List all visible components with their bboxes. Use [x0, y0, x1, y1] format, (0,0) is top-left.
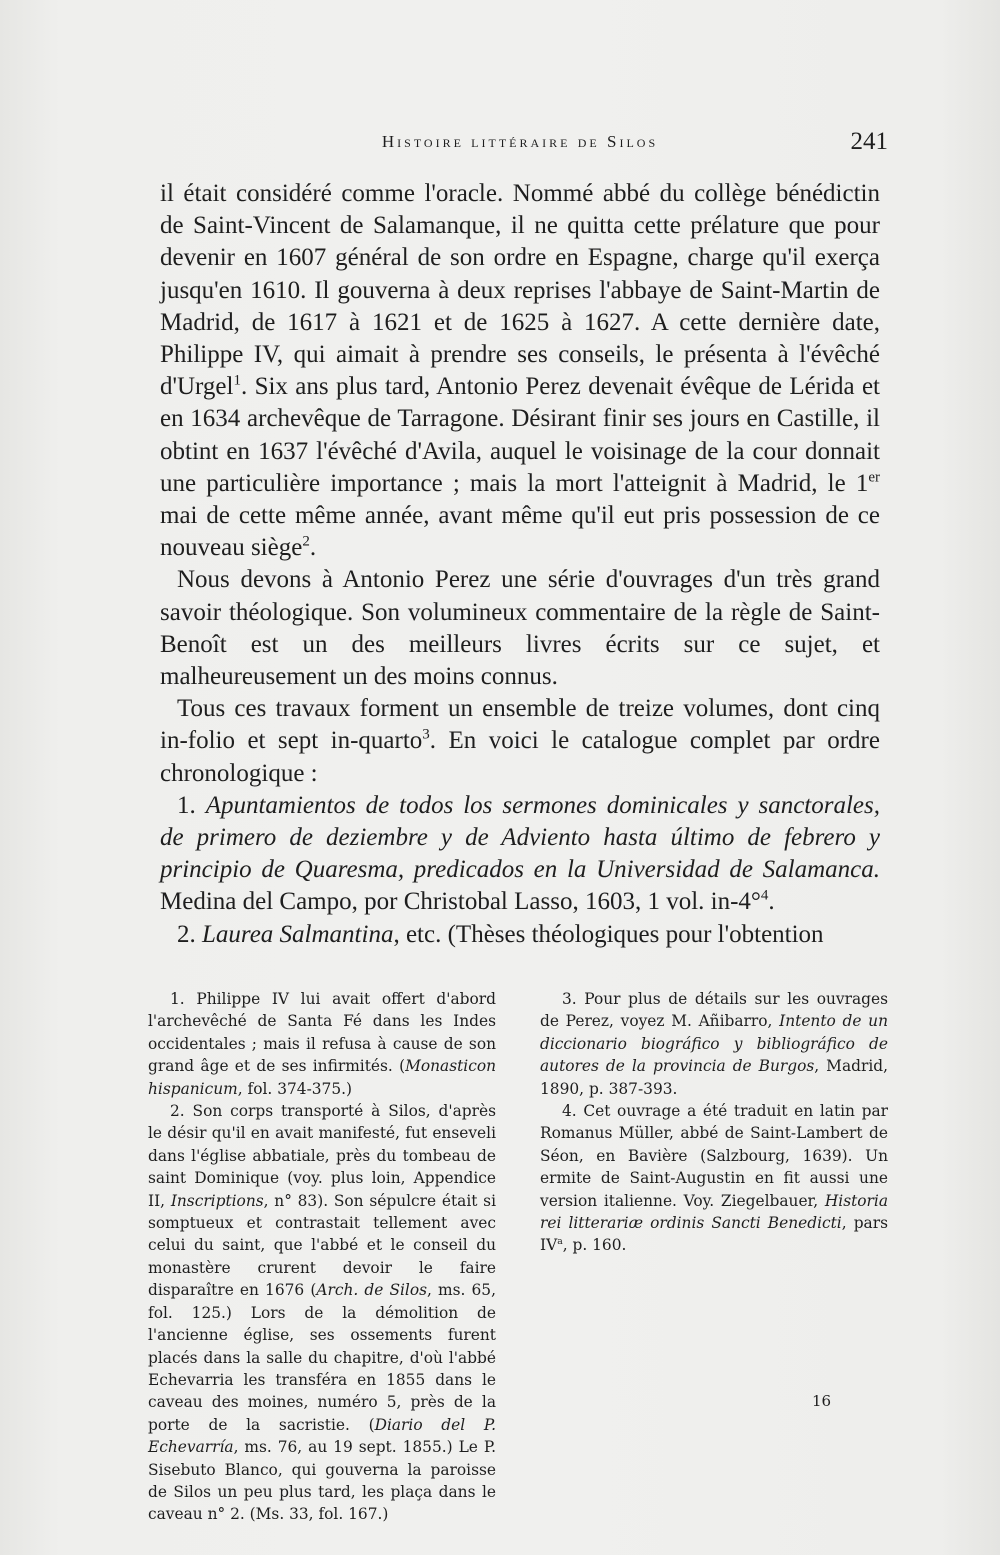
footnote-1-part-a: 1. Philippe IV lui avait offert d'abord l'archevêché de Santa Fé dans les Indes occidentales ; mais il refusa à cause de son grand âge et de ses infirmités. ( [148, 990, 496, 1076]
signature-mark: 16 [812, 1392, 832, 1410]
footnote-4-superscript: a [557, 1236, 563, 1248]
footnote-3-part-a: 3. Pour plus de détails sur les ouvrages de Perez, voyez M. Añibarro, [540, 990, 888, 1031]
paragraph-3-part-a: Tous ces travaux forment un ensemble de treize volumes, dont cinq in-folio et sept in-quarto [160, 695, 880, 755]
footnote-2-italic-3: Diario del P. Echevarría [148, 1415, 496, 1457]
item-1-publication: Medina del Campo, por Christobal Lasso, 1603, 1 vol. in-4° [160, 888, 761, 916]
footnote-2-part-b: , n° 83). Son sépulcre était si somptueux et contrastait tellement avec celui du saint, que l'abbé et le conseil du monastère crurent devoir le faire disparaître en 1676 ( [148, 1191, 496, 1300]
footnote-1-part-b: , fol. 374-375.) [237, 1079, 353, 1098]
footnote-ref-2: 2 [302, 533, 310, 550]
paragraph-2: Nous devons à Antonio Perez une série d'ouvrages d'un très grand savoir théologique. Son volumineux commentaire de la règle de Saint-Benoît est un des meilleurs livres écrits sur ce sujet, et malheureusement un des moins connus. [160, 566, 880, 691]
paragraph-3 [160, 693, 880, 790]
footnote-4-part-c: , p. 160. [562, 1236, 627, 1255]
running-title: Histoire littéraire de Silos [381, 132, 659, 151]
page-number: 241 [850, 128, 888, 155]
footnote-ref-3: 3 [422, 727, 430, 744]
item-1-end: . [768, 888, 775, 916]
item-2-rest: , etc. (Thèses théologiques pour l'obtention [393, 920, 824, 948]
item-2-title: Laurea Salmantina [202, 920, 394, 948]
footnote-2-italic-1: Inscriptions [170, 1191, 264, 1210]
paragraph-1-part-a: il était considéré comme l'oracle. Nommé abbé du collège bénédictin de Saint-Vincent de Salamanque, il ne quitta cette prélature que pour devenir en 1607 général de son ordre en Espagne, charge qu'il exerça jusqu'en 1610. Il gouverna à deux reprises l'abbaye de Saint-Martin de Madrid, de 1617 à 1621 et de 1625 à 1627. A cette dernière date, Philippe IV, qui aimait à prendre ses conseils, le présenta à l'évêché d'Urgel [160, 180, 880, 401]
paragraph-1-part-c: mai de cette même année, avant même qu'il eut pris possession de ce nouveau siège [160, 502, 880, 562]
footnote-ref-4: 4 [760, 888, 769, 905]
footnote-4-italic: Historia rei litterariæ ordinis Sancti Benedicti [540, 1191, 888, 1233]
item-1-number: 1. [177, 791, 196, 819]
footnote-1-italic: Monasticon hispanicum [148, 1057, 496, 1098]
footnote-2 [148, 1100, 496, 1526]
footnote-3-italic: Intento de un diccionario biográfico y bibliográfico de autores de la provincia de Burgos [540, 1012, 888, 1076]
ordinal-superscript: er [868, 469, 880, 486]
catalogue-item-2 [160, 919, 880, 951]
footnote-3 [540, 988, 888, 1100]
footnote-2-part-a: 2. Son corps transporté à Silos, d'après le désir qu'il en avait manifesté, fut enseveli dans l'église abbatiale, près du tombeau de saint Dominique (voy. plus loin, Appendice II, [148, 1102, 496, 1210]
catalogue-item-1 [160, 790, 880, 919]
footnote-4 [540, 1100, 888, 1257]
footnote-2-italic-2: Arch. de Silos [316, 1281, 427, 1300]
footnote-3-part-b: , Madrid, 1890, p. 387-393. [540, 1057, 888, 1098]
running-head [160, 128, 888, 164]
paragraph-1-part-b: . Six ans plus tard, Antonio Perez devenait évêque de Lérida et en 1634 archevêque de Tarragone. Désirant finir ses jours en Castille, il obtint en 1637 l'évêché d'Avila, auquel le voisinage de la cour donnait une particulière importance ; mais la mort l'atteignit à Madrid, le 1 [160, 373, 880, 497]
paragraph-3-part-b: . En voici le catalogue complet par ordre chronologique : [160, 727, 880, 787]
footnote-2-part-d: , ms. 76, au 19 sept. 1855.) Le P. Sisebuto Blanco, qui gouverna la paroisse de Silos un peu plus tard, les plaça dans le caveau n° 2. (Ms. 33, fol. 167.) [148, 1438, 496, 1524]
footnote-4-part-a: 4. Cet ouvrage a été traduit en latin par Romanus Müller, abbé de Saint-Lambert de Séon, en Bavière (Salzbourg, 1639). Un ermite de Saint-Augustin en fit aussi une version italienne. Voy. Ziegelbauer, [540, 1102, 888, 1210]
footnote-4-part-b: , pars IV [540, 1214, 888, 1255]
item-2-number: 2. [177, 920, 196, 948]
item-1-title: Apuntamientos de todos los sermones dominicales y sanctorales, de primero de deziembre y de Adviento hasta último de febrero y principio de Quaresma, predicados en la Universidad de Salamanca. [160, 791, 880, 884]
paragraph-1 [160, 178, 880, 564]
main-text [160, 178, 880, 951]
paragraph-1-part-d: . [309, 534, 317, 562]
footnotes [148, 988, 888, 1526]
footnote-column-right [540, 988, 888, 1526]
footnote-1 [148, 988, 496, 1100]
footnote-2-part-c: , ms. 65, fol. 125.) Lors de la démolition de l'ancienne église, ses ossements furent placés dans la salle du chapitre, d'où l'abbé Echevarria les transféra en 1855 dans le caveau des moines, numéro 5, près de la porte de la sacristie. ( [148, 1281, 496, 1434]
footnote-ref-1: 1 [233, 372, 241, 389]
footnote-column-left [148, 988, 496, 1526]
